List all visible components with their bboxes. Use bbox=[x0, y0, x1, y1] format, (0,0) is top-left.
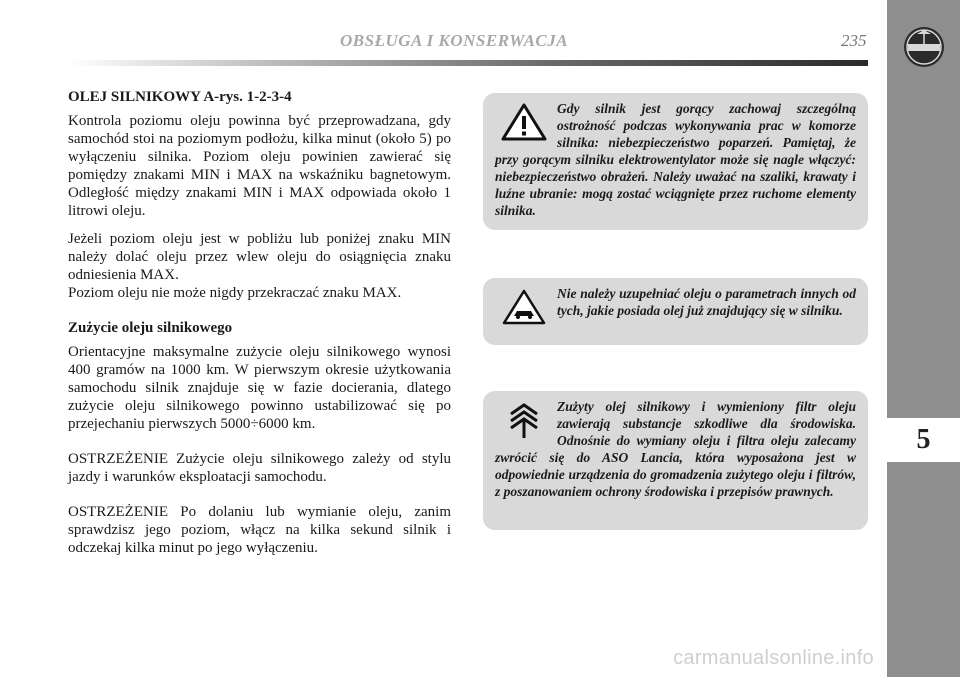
watermark: carmanualsonline.info bbox=[673, 647, 874, 669]
warning-box-environment bbox=[483, 391, 868, 530]
page-number: 235 bbox=[841, 31, 867, 50]
paragraph-oil-max: Poziom oleju nie może nigdy przekraczać znaku MAX. bbox=[68, 285, 402, 301]
warning-box-hot-engine bbox=[483, 93, 868, 230]
warning-box-oil-type bbox=[483, 278, 868, 345]
note-after-refill: OSTRZEŻENIE Po dolaniu lub wymianie oleju, zanim sprawdzisz jego poziom, włącz na kilka sekund silnik i odczekaj kilka minut po jego wyłączeniu. bbox=[68, 504, 451, 556]
paragraph-consumption: Orientacyjne maksymalne zużycie oleju silnikowego wynosi 400 gramów na 1000 km. W pierwszym okresie użytkowania samochodu silnik znajduje się w fazie docierania, dlatego zużycie oleju silnikowego powinno ustabilizować się po przejechaniu pierwszych 5000÷6000 km. bbox=[68, 344, 451, 432]
warning-text-hot-engine: Gdy silnik jest gorący zachowaj szczególną ostrożność podczas wykonywania prac w komorze silnika: niebezpieczeństwo poparzeń. Pamiętaj, że przy gorącym silniku elektrowentylator może się nagle włączyć: niebezpieczeństwo obrażeń. Należy uważać na szaliki, krawaty i luźne ubranie: mogą zostać wciągnięte przez ruchome elementy silnika. bbox=[495, 101, 856, 218]
section-title: OBSŁUGA I KONSERWACJA bbox=[340, 31, 569, 50]
chapter-number: 5 bbox=[887, 418, 960, 462]
main-column bbox=[68, 88, 451, 567]
subheading-consumption: Zużycie oleju silnikowego bbox=[68, 320, 233, 336]
section-heading: OLEJ SILNIKOWY A-rys. 1-2-3-4 bbox=[68, 89, 292, 105]
warning-text-oil-type: Nie należy uzupełniać oleju o parametrach innych od tych, jakie posiada olej już znajdujący się w silniku. bbox=[557, 286, 856, 318]
note-driving-style: OSTRZEŻENIE Zużycie oleju silnikowego zależy od stylu jazdy i warunków eksploatacji samochodu. bbox=[68, 451, 451, 485]
warning-text-environment: Zużyty olej silnikowy i wymieniony filtr oleju zawierają substancje szkodliwe dla środowiska. Odnośnie do wymiany oleju i filtra oleju zalecamy zwrócić się do ASO Lancia, która wyposażona jest w odpowiednie urządzenia do gromadzenia zużytego oleju i filtrów, z poszanowaniem ochrony środowiska i przepisów prawnych. bbox=[495, 399, 856, 499]
lancia-logo-icon bbox=[903, 26, 945, 68]
warning-triangle-icon bbox=[501, 102, 547, 142]
paragraph-oil-check: Kontrola poziomu oleju powinna być przeprowadzana, gdy samochód stoi na poziomym podłożu, kilka minut (około 5) po wyłączeniu silnika. Poziom oleju powinien zawierać się pomiędzy znakami MIN i MAX na wskaźniku bagnetowym. Odległość między znakami MIN i MAX odpowiada około 1 litrowi oleju. bbox=[68, 113, 451, 219]
environment-icon bbox=[501, 400, 547, 440]
car-caution-icon bbox=[501, 287, 547, 327]
header-rule bbox=[68, 60, 868, 66]
paragraph-oil-top-up: Jeżeli poziom oleju jest w pobliżu lub poniżej znaku MIN należy dolać oleju przez wlew oleju do osiągnięcia znaku odniesienia MAX. bbox=[68, 231, 451, 283]
chapter-sidebar bbox=[887, 0, 960, 677]
